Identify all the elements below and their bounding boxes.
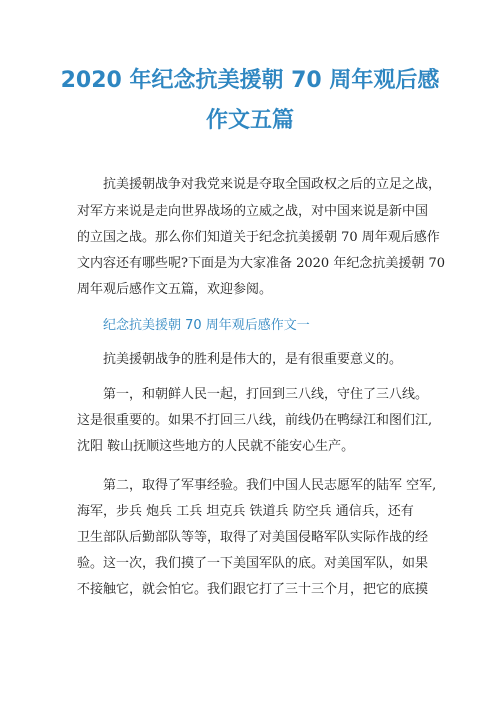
document-title-line-2: 作文五篇 <box>205 108 294 133</box>
body-line: 这是很重要的。如果不打回三八线，前线仍在鸭绿江和图们江, <box>77 413 433 428</box>
intro-line: 文内容还有哪些呢?下面是为大家准备 2020 年纪念抗美援朝 70 <box>77 256 445 271</box>
intro-line: 对军方来说是走向世界战场的立威之战，对中国来说是新中国 <box>77 204 429 219</box>
intro-line: 周年观后感作文五篇，欢迎参阅。 <box>77 282 273 297</box>
intro-line: 抗美援朝战争对我党来说是夺取全国政权之后的立足之战， <box>103 177 442 192</box>
body-line: 卫生部队后勤部队等等，取得了对美国侵略军队实际作战的经 <box>77 530 429 545</box>
body-line: 海军，步兵 炮兵 工兵 坦克兵 铁道兵 防空兵 通信兵，还有 <box>77 504 414 519</box>
body-line: 验。这一次，我们摸了一下美国军队的底。对美国军队，如果 <box>77 556 429 571</box>
document-title-line-1: 2020 年纪念抗美援朝 70 周年观后感 <box>60 68 440 93</box>
body-line: 不接触它，就会怕它。我们跟它打了三十三个月，把它的底摸 <box>77 582 429 597</box>
section-heading: 纪念抗美援朝 70 周年观后感作文一 <box>103 318 310 333</box>
body-line: 第一，和朝鲜人民一起，打回到三八线，守住了三八线。 <box>103 387 429 402</box>
intro-line: 的立国之战。那么你们知道关于纪念抗美援朝 70 周年观后感作 <box>77 230 440 245</box>
body-line: 抗美援朝战争的胜利是伟大的，是有很重要意义的。 <box>103 352 403 367</box>
body-line: 第二，取得了军事经验。我们中国人民志愿军的陆军 空军, <box>103 478 437 493</box>
body-line: 沈阳 鞍山抚顺这些地方的人民就不能安心生产。 <box>77 439 355 454</box>
